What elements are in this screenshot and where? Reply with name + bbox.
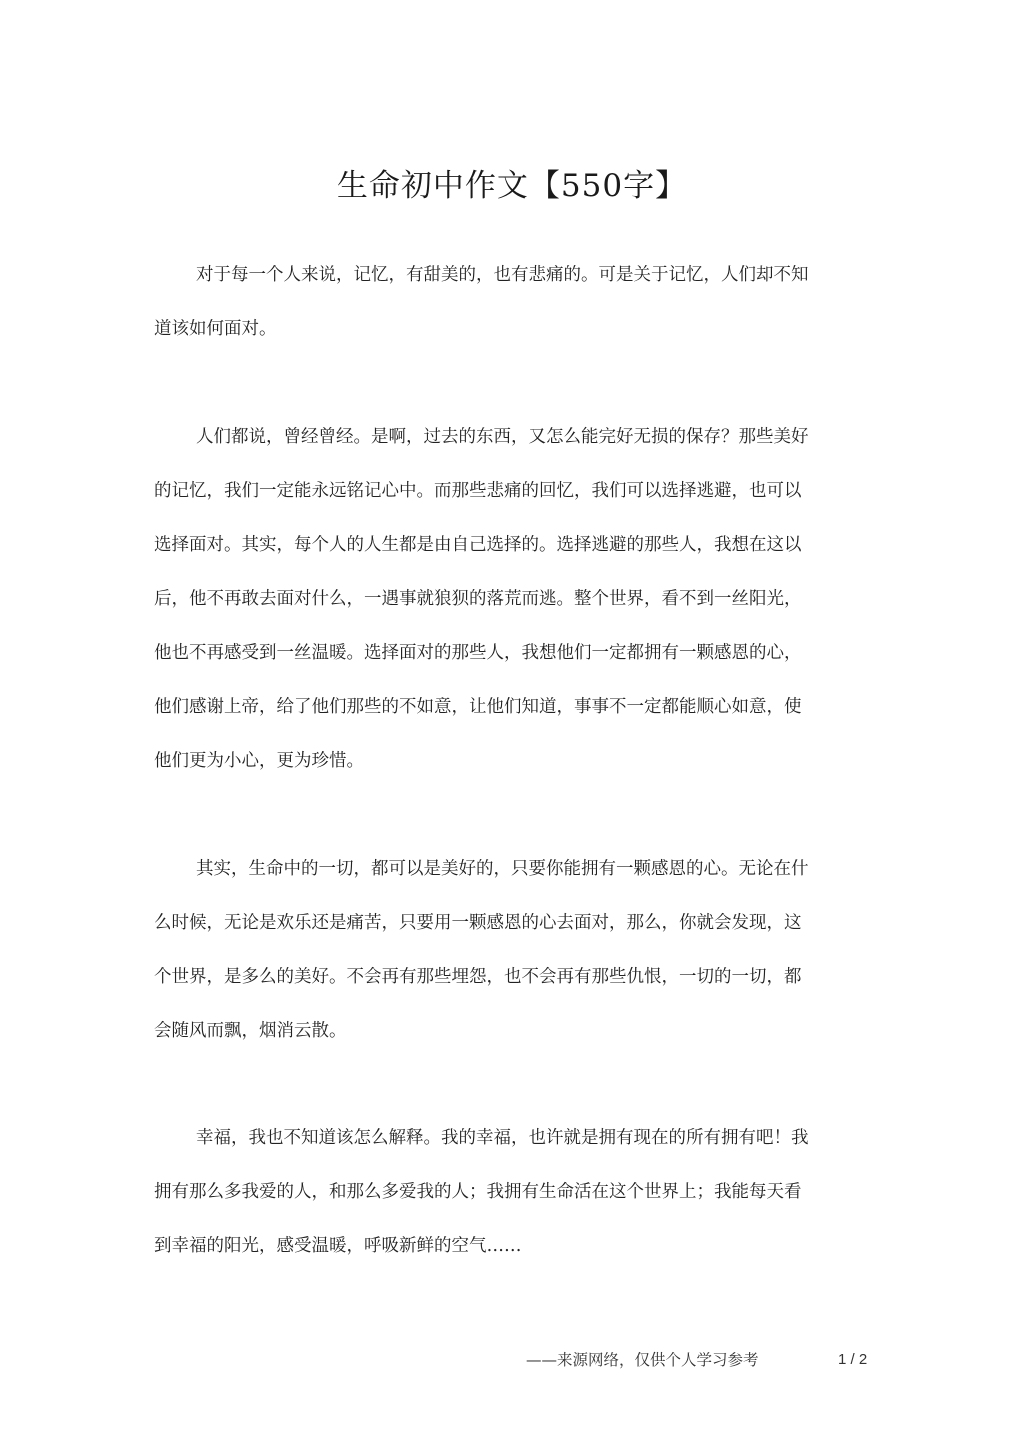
paragraph-text: 人们都说，曾经曾经。是啊，过去的东西，又怎么能完好无损的保存？那些美好的记忆，我们一定能永远铭记心中。而那些悲痛的回忆，我们可以选择逃避，也可以选择面对。其实，每个人的人生都是由自己选择的。选择逃避的那些人，我想在这以后，他不再敢去面对什么，一遇事就狼狈的落荒而逃。整个世界，看不到一丝阳光，他也不再感受到一丝温暖。选择面对的那些人，我想他们一定都拥有一颗感恩的心，他们感谢上帝，给了他们那些的不如意，让他们知道，事事不一定都能顺心如意，使他们更为小心，更为珍惜。 [154,427,809,771]
paragraph-text: 其实，生命中的一切，都可以是美好的，只要你能拥有一颗感恩的心。无论在什么时候，无论是欢乐还是痛苦，只要用一颗感恩的心去面对，那么，你就会发现，这个世界，是多么的美好。不会再有那些埋怨，也不会再有那些仇恨，一切的一切，都会随风而飘，烟消云散。 [154,859,809,1041]
paragraph-1 [154,248,814,356]
paragraph-text: 幸福，我也不知道该怎么解释。我的幸福，也许就是拥有现在的所有拥有吧！我拥有那么多我爱的人，和那么多爱我的人；我拥有生命活在这个世界上；我能每天看到幸福的阳光，感受温暖，呼吸新鲜的空气…… [154,1128,809,1256]
page-number: 1 / 2 [838,1351,868,1368]
paragraph-text: 对于每一个人来说，记忆，有甜美的，也有悲痛的。可是关于记忆，人们却不知道该如何面对。 [154,265,809,339]
document-title: 生命初中作文【550字】 [336,168,688,204]
paragraph-4 [154,1111,814,1273]
source-note: ——来源网络，仅供个人学习参考 [526,1351,759,1369]
paragraph-3 [154,842,814,1058]
paragraph-2 [154,410,814,788]
